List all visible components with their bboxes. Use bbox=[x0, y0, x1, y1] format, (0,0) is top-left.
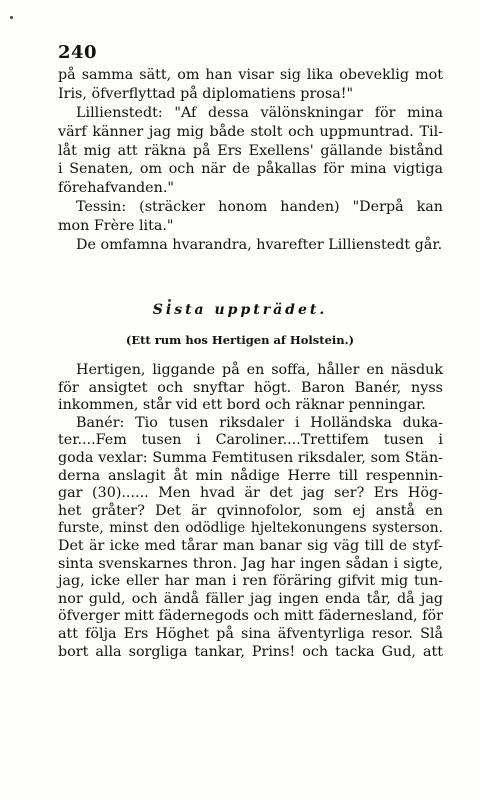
text-line: förehafvanden." bbox=[58, 180, 174, 197]
top-text-block bbox=[58, 66, 443, 255]
text-line: derna anslagit åt min nådige Herre till respennin- bbox=[58, 467, 443, 484]
text-line: låt mig att räkna på Ers Exellens' gällande bistånd bbox=[58, 142, 443, 159]
page-speck bbox=[168, 299, 171, 302]
text-line: jag, icke eller har man i ren föräring gifvit mig tun- bbox=[58, 573, 443, 590]
text-line: Lillienstedt: "Af dessa välönskningar för mina bbox=[76, 104, 443, 121]
text-line: furste, minst den odödlige hjeltekonungens systerson. bbox=[58, 520, 443, 537]
text-line: gar (30)...... Men hvad är det jag ser? Ers Hög- bbox=[58, 485, 443, 502]
text-line: sinta svenskarnes thron. Jag har ingen sådan i sigte, bbox=[58, 555, 443, 572]
text-line: inkommen, står vid ett bord och räknar penningar. bbox=[58, 397, 426, 414]
body-text-block bbox=[58, 362, 443, 661]
section-title: Sista uppträdet. bbox=[152, 302, 328, 318]
text-line: Tessin: (sträcker honom handen) "Derpå kan bbox=[76, 199, 443, 216]
section-subtitle: (Ett rum hos Hertigen af Holstein.) bbox=[125, 333, 355, 347]
text-line: De omfamna hvarandra, hvarefter Lillienstedt går. bbox=[76, 237, 443, 254]
page-number: 240 bbox=[58, 42, 98, 63]
text-line: mon Frère lita." bbox=[58, 218, 174, 235]
text-line: goda vexlar: Summa Femtitusen riksdaler, som Stän- bbox=[58, 449, 443, 466]
text-line: i Senaten, om och när de påkallas för mina vigtiga bbox=[58, 161, 443, 178]
page-speck bbox=[10, 16, 13, 19]
text-line: för ansigtet och snyftar högt. Baron Banér, nyss bbox=[58, 379, 443, 396]
text-line: bort alla sorgliga tankar, Prins! och tacka Gud, att bbox=[58, 643, 443, 660]
text-line: att följa Ers Höghet på sina äfventyrliga resor. Slå bbox=[58, 625, 443, 642]
text-line: på samma sätt, om han visar sig lika obeveklig mot bbox=[58, 67, 443, 83]
text-line: värf känner jag mig både stolt och uppmuntrad. Til- bbox=[58, 123, 443, 140]
text-line: Det är icke med tårar man banar sig väg till de styf- bbox=[58, 537, 443, 554]
text-line: Banér: Tio tusen riksdaler i Holländska duka- bbox=[76, 414, 443, 431]
text-line: Hertigen, liggande på en soffa, håller en näsduk bbox=[76, 362, 443, 378]
text-line: nor guld, och ändå fäller jag ingen enda tår, då jag bbox=[58, 590, 443, 607]
text-line: Iris, öfverflyttad på diplomatiens prosa!" bbox=[58, 85, 354, 102]
text-line: het gråter? Det är qvinnofolor, som ej anstå en bbox=[58, 502, 443, 519]
text-line: ter....Fem tusen i Caroliner....Trettifem tusen i bbox=[58, 432, 443, 449]
text-line: öfverger mitt fädernegods och mitt fädernesland, för bbox=[58, 608, 443, 625]
